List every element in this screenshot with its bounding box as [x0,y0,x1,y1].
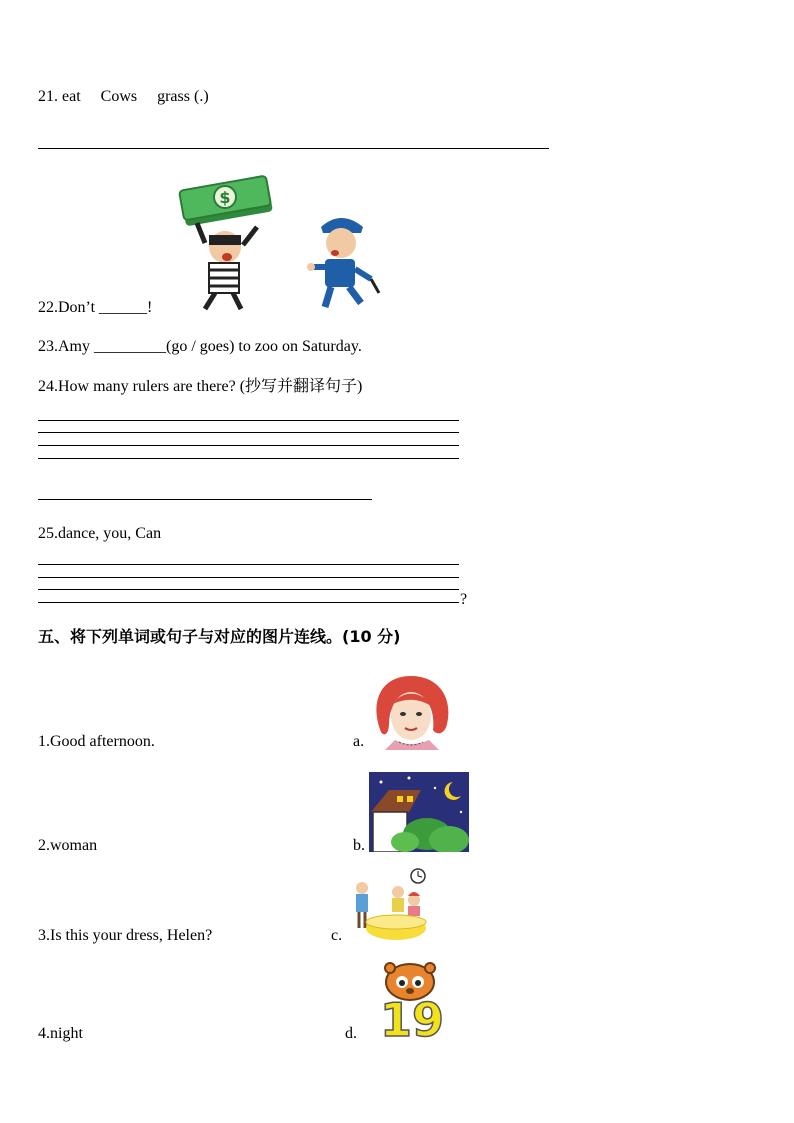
question-25: 25.dance, you, Can [38,525,162,542]
money-symbol: $ [219,188,231,207]
match-letter-a: a. [353,733,365,750]
section-5-heading: 五、将下列单词或句子与对应的图片连线。(10 分) [38,627,401,646]
woman-picture [367,672,455,750]
match-letter-d: d. [345,1025,357,1042]
writing-line-24-1[interactable] [38,420,459,421]
writing-line-24-4[interactable] [38,458,459,459]
question-25-end-mark: ? [460,591,468,608]
match-item-1: 1.Good afternoon. [38,733,155,750]
writing-line-24-3[interactable] [38,445,459,446]
question-21 [38,89,209,105]
match-letter-c: c. [331,927,343,944]
writing-line-25-3[interactable] [38,589,459,590]
money-stack-icon [179,176,273,227]
writing-line-24-2[interactable] [38,432,459,433]
robber-police-image [175,175,395,315]
number-picture [368,962,454,1040]
night-picture [369,772,469,852]
robber-figure [197,223,257,309]
match-letter-b: b. [353,837,365,854]
translation-line-24[interactable] [38,499,372,500]
writing-line-25-2[interactable] [38,577,459,578]
writing-line-25-4[interactable] [38,602,459,603]
question-24: 24.How many rulers are there? (抄写并翻译句子) [38,378,363,395]
match-item-4: 4.night [38,1025,83,1042]
greeting-picture [350,866,432,942]
answer-line-21[interactable] [38,148,549,149]
match-item-3: 3.Is this your dress, Helen? [38,927,213,944]
policeman-figure [307,218,379,307]
question-22: 22.Don’t ______! [38,299,153,316]
number-19-label: 19 [379,993,445,1040]
question-21-number: 21 [38,88,54,105]
question-23: 23.Amy _________(go / goes) to zoo on Saturday. [38,338,362,355]
match-item-2: 2.woman [38,837,98,854]
question-21-words: . eat Cows grass (.) [54,88,209,105]
writing-line-25-1[interactable] [38,564,459,565]
